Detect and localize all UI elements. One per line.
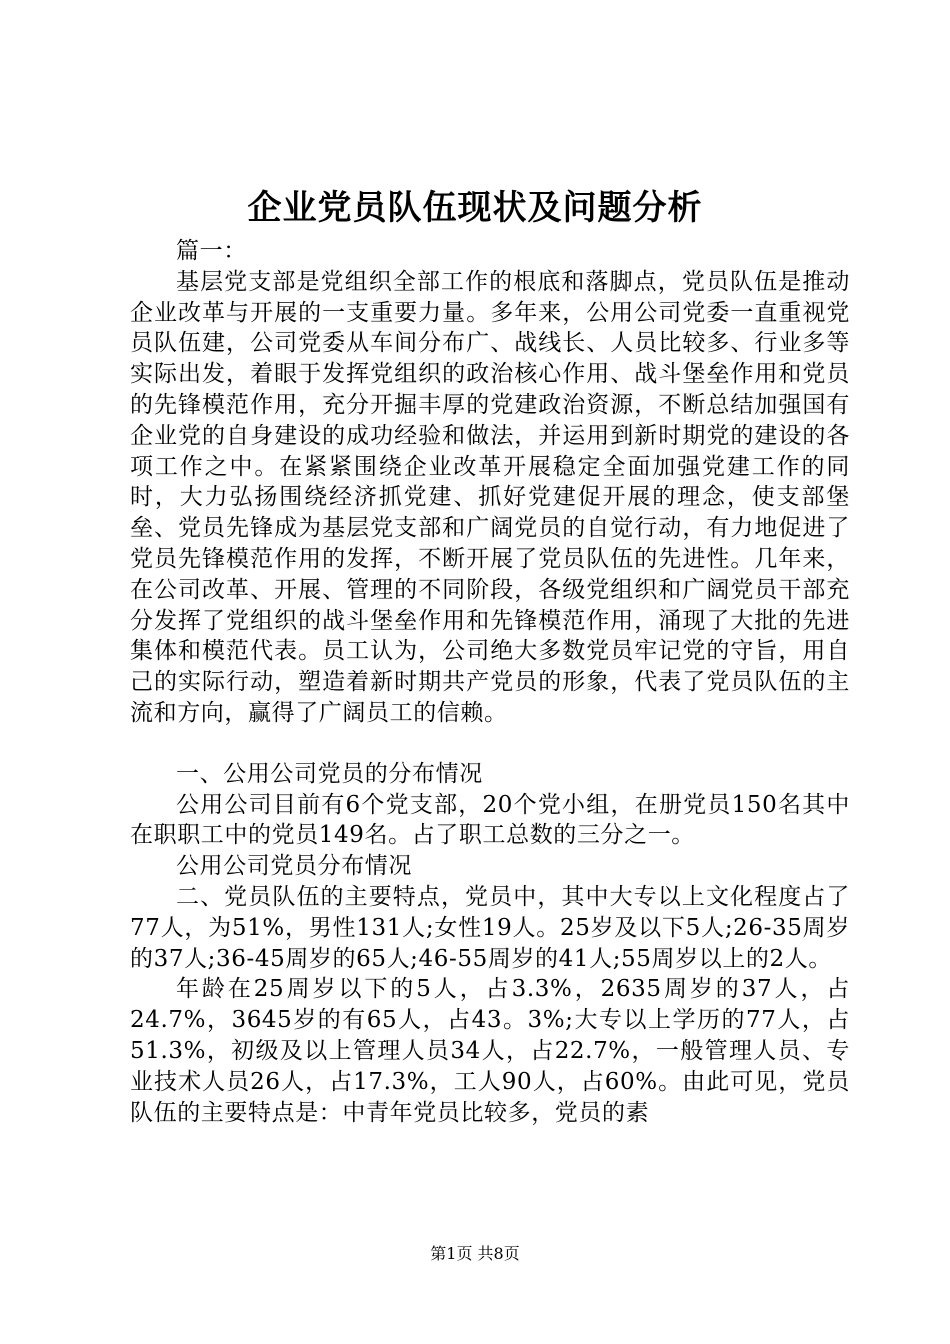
section-label: 篇一：	[176, 238, 247, 264]
document-title: 企业党员队伍现状及问题分析	[247, 188, 703, 228]
section-heading-distribution: 一、公用公司党员的分布情况	[176, 760, 483, 787]
page-number-footer: 第1页 共8页	[430, 1244, 520, 1263]
characteristics-paragraph: 二、党员队伍的主要特点，党员中，其中大专以上文化程度占了77人，为51%，男性131人;女性19人。25岁及以下5人;26-35周岁的37人;36-45周岁的65人;46-55周岁的41人;55周岁以上的2人。	[130, 883, 850, 972]
intro-paragraph: 基层党支部是党组织全部工作的根底和落脚点，党员队伍是推动企业改革与开展的一支重要力量。多年来，公用公司党委一直重视党员队伍建，公司党委从车间分布广、战线长、人员比较多、行业多等实际出发，着眼于发挥党组织的政治核心作用、战斗堡垒作用和党员的先锋模范作用，充分开掘丰厚的党建政治资源，不断总结加强国有企业党的自身建设的成功经验和做法，并运用到新时期党的建设的各项工作之中。在紧紧围绕企业改革开展稳定全面加强党建工作的同时，大力弘扬围绕经济抓党建、抓好党建促开展的理念，使支部堡垒、党员先锋成为基层党支部和广阔党员的自觉行动，有力地促进了党员先锋模范作用的发挥，不断开展了党员队伍的先进性。几年来，在公司改革、开展、管理的不同阶段，各级党组织和广阔党员干部充分发挥了党组织的战斗堡垒作用和先锋模范作用，涌现了大批的先进集体和模范代表。员工认为，公司绝大多数党员牢记党的守旨，用自己的实际行动，塑造着新时期共产党员的形象，代表了党员队伍的主流和方向，赢得了广阔员工的信赖。	[130, 268, 850, 726]
distribution-paragraph: 公用公司目前有6个党支部，20个党小组，在册党员150名其中在职职工中的党员149名。占了职工总数的三分之一。	[130, 791, 850, 849]
age-statistics-paragraph: 年龄在25周岁以下的5人，占3.3%，2635周岁的37人，占24.7%，3645岁的有65人，占43。3%;大专以上学历的77人，占51.3%，初级及以上管理人员34人，占22.7%，一般管理人员、专业技术人员26人，占17.3%，工人90人，占60%。由此可见，党员队伍的主要特点是：中青年党员比较多，党员的素	[130, 976, 850, 1126]
distribution-subheading: 公用公司党员分布情况	[176, 853, 412, 880]
document-body	[130, 236, 850, 1128]
